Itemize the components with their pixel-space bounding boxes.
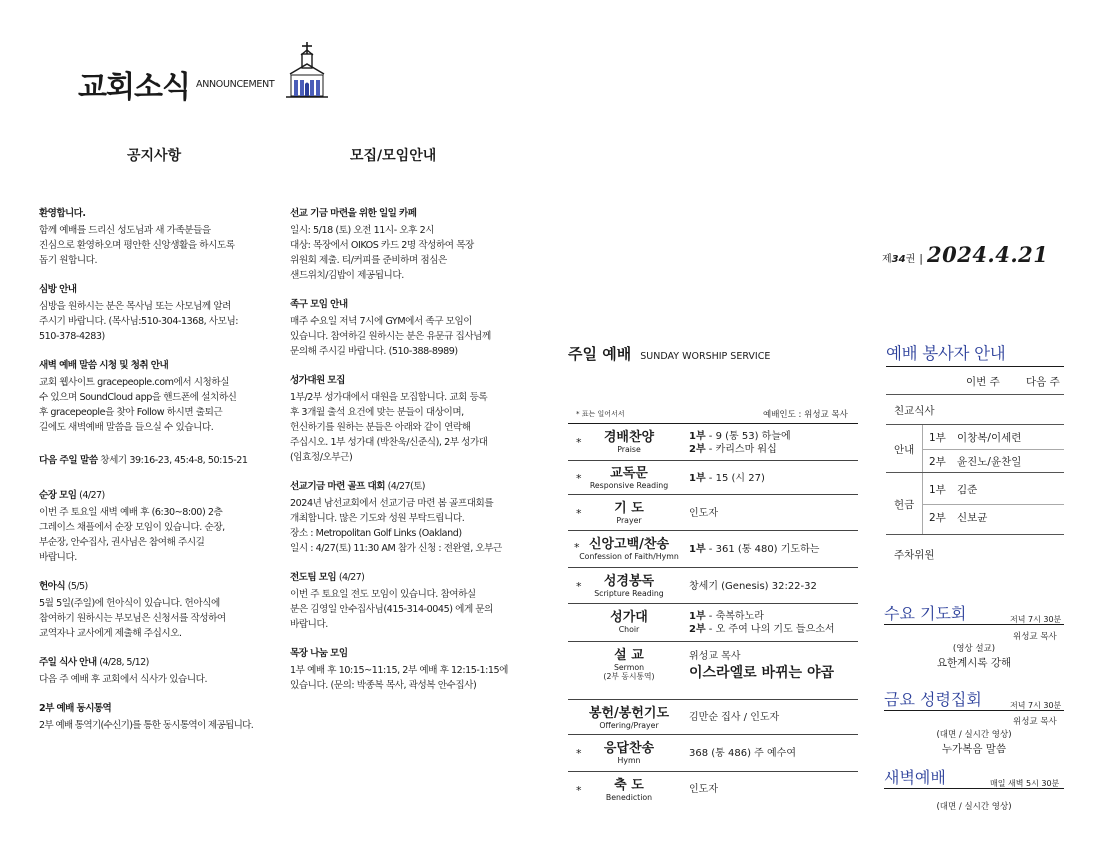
worship-item-en: Praise <box>617 445 641 454</box>
recruit-column <box>290 206 515 707</box>
fri-service-title: 금요 성령집회 <box>884 690 982 709</box>
wed-service-pastor: 위성교 목사 <box>1013 632 1057 642</box>
worship-item-detail: 위성교 목사 이스라엘로 바뀌는 야곱 <box>689 651 834 681</box>
worship-row-sermon <box>568 642 858 700</box>
notices-column <box>39 206 265 747</box>
worship-title <box>568 343 770 364</box>
notice-body: 다음 주일 말씀 창세기 39:16-23, 45:4-8, 50:15-21 <box>39 455 248 466</box>
next-week-label: 다음 주 <box>1026 376 1060 388</box>
volunteer-role: 헌금 <box>894 499 915 511</box>
worship-standing-note: * 표는 일어서서 <box>576 410 625 418</box>
volunteer-names: 이창복/이세련 <box>957 432 1022 444</box>
worship-item-ko: 봉헌/봉헌기도 <box>588 706 670 721</box>
volunteers-row-parking <box>886 535 1064 573</box>
recruit-body: 1부/2부 성가대에서 대원을 모집합니다. 교회 등록 후 3개월 출석 요건에 맞는 분들이 대상이며, 헌신하기를 원하는 분들은 아래와 같이 연락해 주십시오. 1부 성가대 (박찬욱/신준식), 2부 성가대 (임효정/오부근) <box>290 392 488 463</box>
dawn-service-note: (대면 / 실시간 영상) <box>936 802 1012 812</box>
volunteer-service: 1부 <box>929 484 946 496</box>
recruit-title: 선교기금 마련 골프 대회 (4/27(토) <box>290 481 425 492</box>
wed-service-sermon: 요한계시록 강해 <box>936 657 1012 669</box>
volunteers-row-meal <box>886 395 1064 425</box>
standing-mark: * <box>576 472 582 485</box>
volunteers-table <box>886 366 1064 573</box>
issue-volume-pre: 제 <box>882 254 892 265</box>
standing-mark: * <box>576 436 582 449</box>
worship-item-ko: 축 도 <box>614 778 644 793</box>
wed-service-time: 저녁 7시 30분 <box>1010 615 1062 624</box>
worship-item-en: Confession of Faith/Hymn <box>579 552 679 561</box>
volunteer-names: 김준 <box>957 484 978 496</box>
fri-service-time: 저녁 7시 30분 <box>1010 701 1062 710</box>
volunteers-row-guide <box>886 425 1064 473</box>
notice-body: 함께 예배를 드리신 성도님과 새 가족분들을 진심으로 환영하오며 평안한 신앙생활을 하시도록 돕기 원합니다. <box>39 225 235 266</box>
recruit-title: 목장 나눔 모임 <box>290 648 348 659</box>
recruit-body: 일시: 5/18 (토) 오전 11시- 오후 2시 대상: 목장에서 OIKOS 카드 2명 작성하여 목장 위원회 제출. 티/커피를 준비하며 점심은 샌드위치/김밥이 제공됩니다. <box>290 225 474 281</box>
notice-next-sermon <box>39 453 265 468</box>
worship-item-detail: 김만순 집사 / 인도자 <box>689 712 780 723</box>
worship-row-reading <box>568 461 858 495</box>
worship-item-detail: 인도자 <box>689 508 718 519</box>
notice-body: 5월 5일(주일)에 헌아식이 있습니다. 헌아식에 참여하기 원하시는 부모님은 신청서를 작성하여 교역자나 교사에게 제출해 주십시오. <box>39 598 226 639</box>
worship-item-en: Sermon <box>613 663 645 672</box>
notice-title: 새벽 예배 말씀 시청 및 청취 안내 <box>39 360 169 371</box>
notice-welcome <box>39 206 265 268</box>
recruit-cell-group <box>290 646 515 693</box>
recruit-evangelism <box>290 570 515 632</box>
fri-service-note: (대면 / 실시간 영상) <box>936 730 1012 740</box>
worship-row-praise <box>568 424 858 461</box>
worship-item-ko: 교독문 <box>610 466 648 481</box>
volunteers-row-offering <box>886 473 1064 535</box>
worship-item-en: Prayer <box>616 516 642 525</box>
worship-row-scripture <box>568 568 858 604</box>
worship-item-detail: 창세기 (Genesis) 32:22-32 <box>689 581 817 592</box>
recruit-title: 성가대원 모집 <box>290 375 345 386</box>
worship-order-table <box>568 423 858 809</box>
worship-leader: 예배인도 : 위성교 목사 <box>763 410 848 420</box>
worship-item-ko: 설 교 <box>614 648 644 663</box>
wed-service-note: (영상 설교) <box>952 644 996 654</box>
worship-title-ko: 주일 예배 <box>568 345 632 363</box>
dawn-service-title: 새벽예배 <box>884 768 946 787</box>
worship-row-offering <box>568 700 858 735</box>
worship-item-detail: 368 (통 486) 주 예수여 <box>689 748 796 759</box>
worship-item-en: Responsive Reading <box>589 481 669 490</box>
recruit-body: 2024년 남선교회에서 선교기금 마련 봄 골프대회를 개최합니다. 많은 기도와 성원 부탁드립니다. 장소 : Metropolitan Golf Links (Oakland) 일시 : 4/27(토) 11:30 AM 참가 신청 : 전완열, 오부근 <box>290 498 502 554</box>
volunteer-service: 1부 <box>929 432 946 444</box>
worship-row-benediction <box>568 772 858 809</box>
sermon-title: 이스라엘로 바뀌는 야곱 <box>689 665 834 681</box>
issue-date: 2024.4.21 <box>926 242 1049 267</box>
notice-title: 2부 예배 동시통역 <box>39 703 112 714</box>
notice-dedication <box>39 579 265 641</box>
recruit-golf <box>290 479 515 556</box>
notice-title: 순장 모임 (4/27) <box>39 490 105 501</box>
worship-item-en: Offering/Prayer <box>599 721 659 730</box>
worship-item-ko: 응답찬송 <box>603 741 655 756</box>
issue-volume: 34 <box>891 254 906 265</box>
notice-dawn-sermon <box>39 358 265 435</box>
standing-mark: * <box>574 541 580 554</box>
volunteer-names: 신보균 <box>957 512 988 524</box>
volunteer-role: 친교식사 <box>894 405 935 417</box>
worship-title-en: SUNDAY WORSHIP SERVICE <box>640 351 771 362</box>
worship-item-ko: 신앙고백/찬송 <box>588 537 670 552</box>
this-week-label: 이번 주 <box>966 376 1000 388</box>
issue-divider: | <box>919 252 923 265</box>
recruit-body: 이번 주 토요일 전도 모임이 있습니다. 참여하실 분은 김영일 안수집사님(415-314-0045) 에게 문의 바랍니다. <box>290 589 493 630</box>
standing-mark: * <box>576 580 582 593</box>
notice-body: 2부 예배 통역기(수신기)를 통한 동시통역이 제공됩니다. <box>39 720 254 731</box>
recruit-title: 족구 모임 안내 <box>290 299 348 310</box>
worship-row-choir <box>568 604 858 642</box>
worship-item-ko: 기 도 <box>614 501 644 516</box>
standing-mark: * <box>576 784 582 797</box>
notice-visitation <box>39 282 265 344</box>
page-title: 교회소식 <box>78 70 190 105</box>
volunteer-names: 윤진노/윤찬일 <box>957 456 1022 468</box>
volunteer-role: 주차위원 <box>894 549 935 561</box>
fri-service-sermon: 누가복음 말씀 <box>941 743 1007 755</box>
issue-volume-post: 권 <box>905 254 916 265</box>
worship-row-prayer <box>568 495 858 531</box>
recruit-body: 1부 예배 후 10:15~11:15, 2부 예배 후 12:15-1:15에 있습니다. (문의: 박종복 목사, 곽성복 안수집사) <box>290 665 508 691</box>
worship-item-en: Benediction <box>605 793 653 802</box>
notices-heading: 공지사항 <box>127 148 182 164</box>
worship-item-note: (2부 동시통역) <box>603 672 655 681</box>
standing-mark: * <box>576 507 582 520</box>
notice-title: 심방 안내 <box>39 284 77 295</box>
volunteer-service: 2부 <box>929 512 946 524</box>
notice-interpretation <box>39 701 265 733</box>
notice-body: 교회 웹사이트 gracepeople.com에서 시청하실 수 있으며 SoundCloud app을 핸드폰에 설치하신 후 gracepeople을 찾아 Follow 하시면 출퇴근 길에도 새벽예배 말씀을 들으실 수 있습니다. <box>39 377 237 433</box>
notice-body: 이번 주 토요일 새벽 예배 후 (6:30~8:00) 2층 그레이스 채플에서 순장 모임이 있습니다. 순장, 부순장, 안수집사, 권사님은 참여해 주시길 바랍니다. <box>39 507 225 563</box>
worship-item-detail: 1부 - 15 (시 27) <box>689 473 765 484</box>
worship-item-detail: 1부 - 축복하노라 2부 - 오 주여 나의 기도 들으소서 <box>689 611 835 635</box>
worship-item-en: Hymn <box>617 756 641 765</box>
recruit-title: 선교 기금 마련을 위한 일일 카페 <box>290 208 417 219</box>
fri-service-pastor: 위성교 목사 <box>1013 717 1057 727</box>
notice-meal <box>39 655 265 687</box>
notice-title: 주일 식사 안내 (4/28, 5/12) <box>39 657 149 668</box>
worship-item-en: Scripture Reading <box>594 589 664 598</box>
church-icon <box>286 42 328 98</box>
recruit-choir <box>290 373 515 465</box>
volunteer-role: 안내 <box>894 444 915 456</box>
worship-item-detail: 인도자 <box>689 784 718 795</box>
recruit-jokgu <box>290 297 515 359</box>
page-subtitle: ANNOUNCEMENT <box>196 79 275 90</box>
worship-row-hymn <box>568 735 858 772</box>
worship-item-ko: 성가대 <box>610 610 648 625</box>
notice-leaders-meeting <box>39 488 265 565</box>
worship-item-detail: 1부 - 9 (통 53) 하늘에 2부 - 카리스마 워십 <box>689 431 791 455</box>
notice-title: 환영합니다. <box>39 208 86 219</box>
volunteers-title: 예배 봉사자 안내 <box>886 344 1006 363</box>
dawn-service-time: 매일 새벽 5시 30분 <box>990 779 1060 788</box>
worship-item-en: Choir <box>618 625 640 634</box>
recruit-heading: 모집/모임안내 <box>350 148 437 164</box>
recruit-cafe <box>290 206 515 283</box>
issue-info <box>882 242 1048 267</box>
volunteers-header <box>886 367 1064 395</box>
worship-item-ko: 성경봉독 <box>603 574 655 589</box>
notice-body: 심방을 원하시는 분은 목사님 또는 사모님께 알려 주시기 바랍니다. (목사님:510-304-1368, 사모님: 510-378-4283) <box>39 301 239 342</box>
notice-body: 다음 주 예배 후 교회에서 식사가 있습니다. <box>39 674 208 685</box>
volunteer-service: 2부 <box>929 456 946 468</box>
worship-item-detail: 1부 - 361 (통 480) 기도하는 <box>689 544 820 555</box>
worship-row-confession <box>568 531 858 568</box>
wed-service-title: 수요 기도회 <box>884 604 967 623</box>
worship-item-ko: 경배찬양 <box>603 430 655 445</box>
recruit-title: 전도팀 모임 (4/27) <box>290 572 365 583</box>
standing-mark: * <box>576 747 582 760</box>
notice-title: 헌아식 (5/5) <box>39 581 88 592</box>
recruit-body: 매주 수요일 저녁 7시에 GYM에서 족구 모임이 있습니다. 참여하길 원하시는 분은 유문규 집사님께 문의해 주시길 바랍니다. (510-388-8989) <box>290 316 491 357</box>
